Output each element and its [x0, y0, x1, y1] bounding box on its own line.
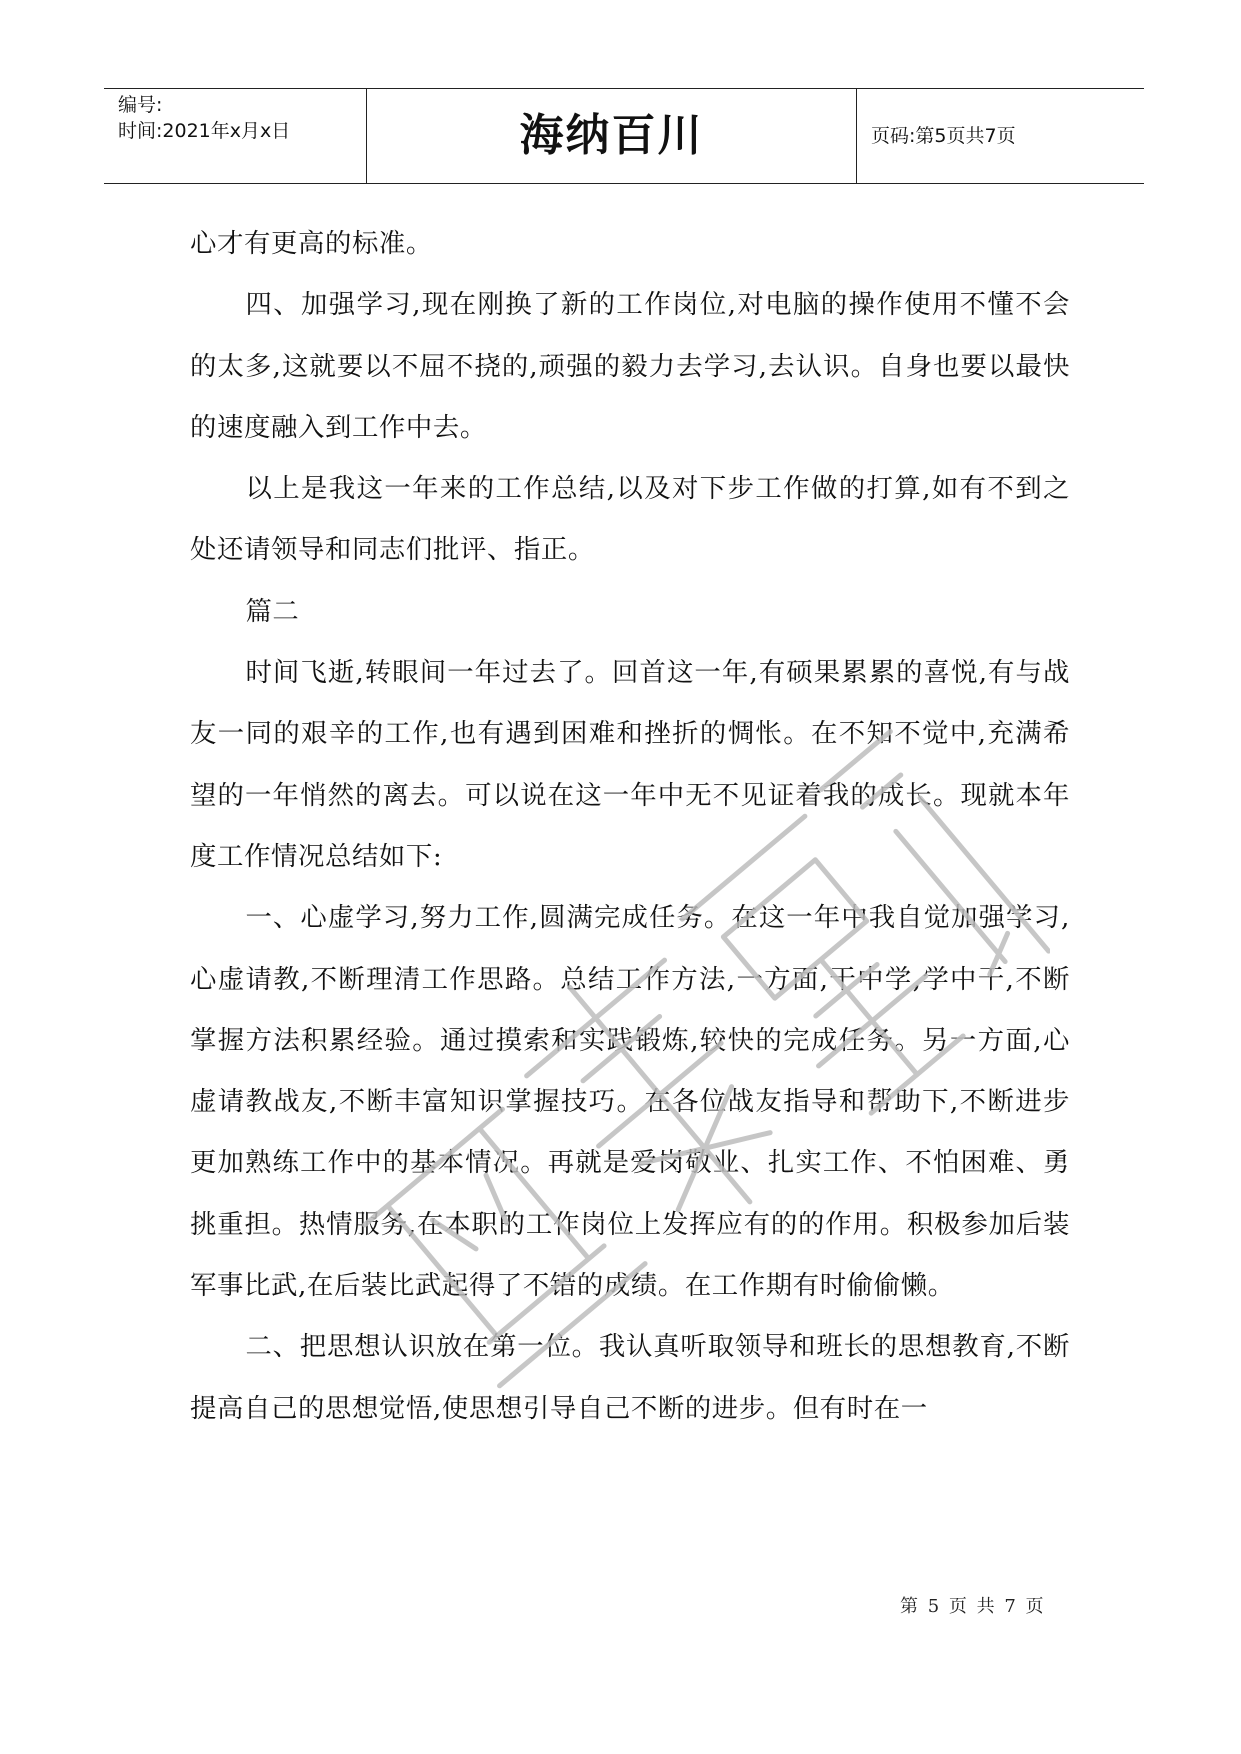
paragraph: 时间飞逝,转眼间一年过去了。回首这一年,有硕果累累的喜悦,有与战友一同的艰辛的工作,也有遇到困难和挫折的惆怅。在不知不觉中,充满希望的一年悄然的离去。可以说在这一年中无不见证着我的成长。现就本年度工作情况总结如下:: [190, 657, 1070, 872]
paragraph: 一、心虚学习,努力工作,圆满完成任务。在这一年中我自觉加强学习,心虚请教,不断理清工作思路。总结工作方法,一方面,干中学,学中干,不断掌握方法积累经验。通过摸索和实践锻炼,较快的完成任务。另一方面,心虚请教战友,不断丰富知识掌握技巧。在各位战友指导和帮助下,不断进步更加熟练工作中的基本情况。再就是爱岗敬业、扎实工作、不怕困难、勇挑重担。热情服务,在本职的工作岗位上发挥应有的的作用。积极参加后装军事比武,在后装比武起得了不错的成绩。在工作期有时偷偷懒。: [190, 902, 1070, 1302]
document-body: [190, 213, 1070, 1439]
time-label: 时间:2021年x月x日: [118, 120, 291, 142]
header-meta-cell: [104, 89, 367, 183]
serial-label: 编号:: [118, 94, 163, 116]
paragraph: 二、把思想认识放在第一位。我认真听取领导和班长的思想教育,不断提高自己的思想觉悟,使思想引导自己不断的进步。但有时在一: [190, 1331, 1070, 1424]
header-page-cell: [857, 89, 1144, 183]
svg-text:严禁复制: 严禁复制: [668, 1540, 672, 1541]
page-header: [104, 88, 1144, 184]
page-footer: 第 5 页 共 7 页: [900, 1596, 1046, 1617]
page-code: 页码:第5页共7页: [871, 125, 1016, 147]
paragraph: 心才有更高的标准。: [190, 228, 433, 259]
header-brand-cell: [367, 89, 857, 183]
brand-title: 海纳百川: [519, 110, 704, 161]
paragraph: 以上是我这一年来的工作总结,以及对下步工作做的打算,如有不到之处还请领导和同志们批评、指正。: [190, 473, 1070, 566]
watermark-label: [668, 1538, 672, 1541]
paragraph: 四、加强学习,现在刚换了新的工作岗位,对电脑的操作使用不懂不会的太多,这就要以不屈不挠的,顽强的毅力去学习,去认识。自身也要以最快的速度融入到工作中去。: [190, 289, 1070, 443]
section-heading: 篇二: [245, 595, 300, 627]
